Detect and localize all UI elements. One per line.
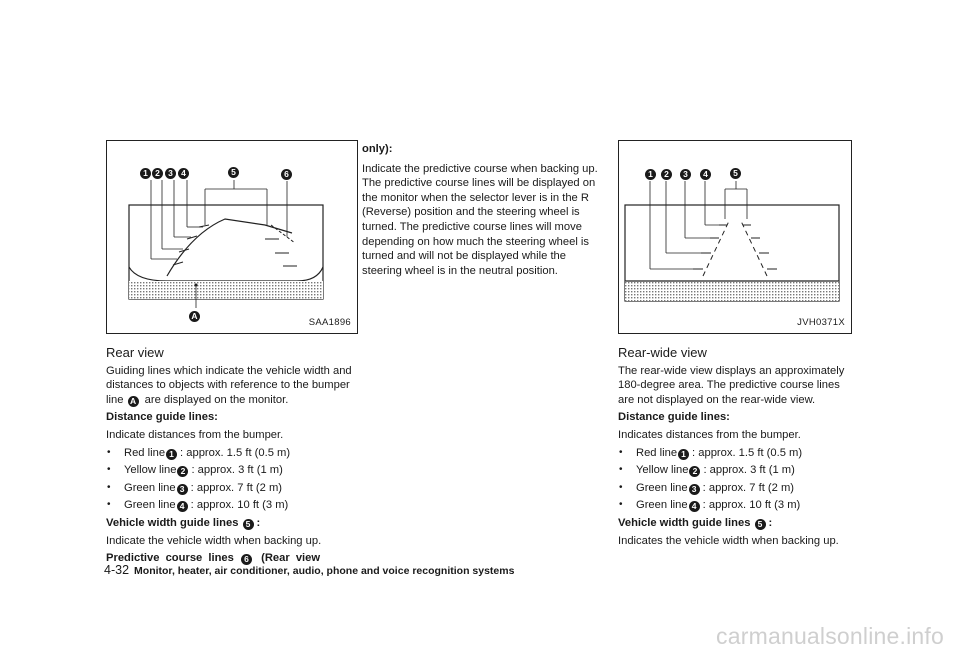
callout-2-icon: 2 [152, 168, 163, 179]
watermark: carmanualsonline.info [716, 623, 944, 649]
page-footer [104, 563, 514, 577]
page-number: 4-32 [104, 563, 130, 577]
list-item: • Yellow line 2 : approx. 3 ft (1 m) [618, 463, 852, 478]
callout-4-icon: 4 [178, 168, 189, 179]
callout-2-icon: 2 [661, 169, 672, 180]
predictive-course-heading-cont: only): [362, 143, 393, 155]
list-item: • Yellow line 2 : approx. 3 ft (1 m) [106, 463, 356, 478]
callout-4-icon: 4 [700, 169, 711, 180]
rear-view-section [106, 346, 356, 569]
predictive-course-text: Indicate the predictive course when backing up. The predictive course lines will be displayed on the monitor when the selector lever is in the R (Reverse) position and the steering wheel is turned. The predictive course lines will move depending on how much the steering wheel is turned and will not be displayed while the steering wheel is in the neutral position. [362, 162, 598, 277]
width-guide-heading: Vehicle width guide lines 5 : [106, 516, 261, 529]
rear-view-figure [106, 140, 358, 334]
width-guide-text: Indicate the vehicle width when backing up. [106, 534, 322, 547]
intro-text: The rear-wide view displays an approximately 180-degree area. The predictive course lines are not displayed on the rear-wide view. [618, 364, 845, 406]
section-heading: Rear-wide view [618, 345, 707, 360]
callout-1-icon: 1 [140, 168, 151, 179]
list-item: • Green line 4 : approx. 10 ft (3 m) [106, 498, 356, 513]
list-item: • Green line 3 : approx. 7 ft (2 m) [106, 481, 356, 496]
bumper-marker-a-icon: A [128, 396, 139, 407]
width-guide-heading: Vehicle width guide lines 5 : [618, 516, 773, 529]
distance-guide-heading: Distance guide lines: [106, 411, 218, 424]
callout-6-icon: 6 [241, 554, 252, 565]
callout-2-icon: 2 [689, 466, 700, 477]
rear-wide-view-figure [618, 140, 852, 334]
callout-4-icon: 4 [689, 501, 700, 512]
section-heading: Rear view [106, 345, 164, 360]
list-item: • Green line 4 : approx. 10 ft (3 m) [618, 498, 852, 513]
callout-3-icon: 3 [177, 484, 188, 495]
callout-6-icon: 6 [281, 169, 292, 180]
callout-2-icon: 2 [177, 466, 188, 477]
callout-3-icon: 3 [680, 169, 691, 180]
rear-wide-view-section [618, 346, 852, 551]
distance-guide-heading: Distance guide lines: [618, 411, 730, 424]
figure-label: JVH0371X [797, 317, 845, 328]
callout-3-icon: 3 [689, 484, 700, 495]
intro-text: Guiding lines which indicate the vehicle width and distances to objects with reference to the bumper line A are displayed on the monitor. [106, 364, 352, 406]
callout-5-icon: 5 [228, 167, 239, 178]
callout-1-icon: 1 [678, 449, 689, 460]
list-item: • Green line 3 : approx. 7 ft (2 m) [618, 481, 852, 496]
footer-title: Monitor, heater, air conditioner, audio, phone and voice recognition systems [134, 565, 515, 577]
width-guide-text: Indicates the vehicle width when backing up. [618, 534, 839, 547]
distance-guide-text: Indicate distances from the bumper. [106, 428, 284, 441]
predictive-course-continued [362, 142, 600, 281]
callout-5-icon: 5 [243, 519, 254, 530]
distance-guide-text: Indicates distances from the bumper. [618, 428, 801, 441]
figure-label: SAA1896 [308, 317, 351, 328]
callout-1-icon: 1 [166, 449, 177, 460]
list-item: • Red line 1 : approx. 1.5 ft (0.5 m) [618, 446, 852, 461]
bumper-marker-a-icon: A [189, 311, 200, 322]
callout-3-icon: 3 [165, 168, 176, 179]
callout-5-icon: 5 [755, 519, 766, 530]
list-item: • Red line 1 : approx. 1.5 ft (0.5 m) [106, 446, 356, 461]
callout-4-icon: 4 [177, 501, 188, 512]
callout-1-icon: 1 [645, 169, 656, 180]
predictive-course-heading: Predictive course lines 6 (Rear view [106, 552, 321, 565]
callout-5-icon: 5 [730, 168, 741, 179]
